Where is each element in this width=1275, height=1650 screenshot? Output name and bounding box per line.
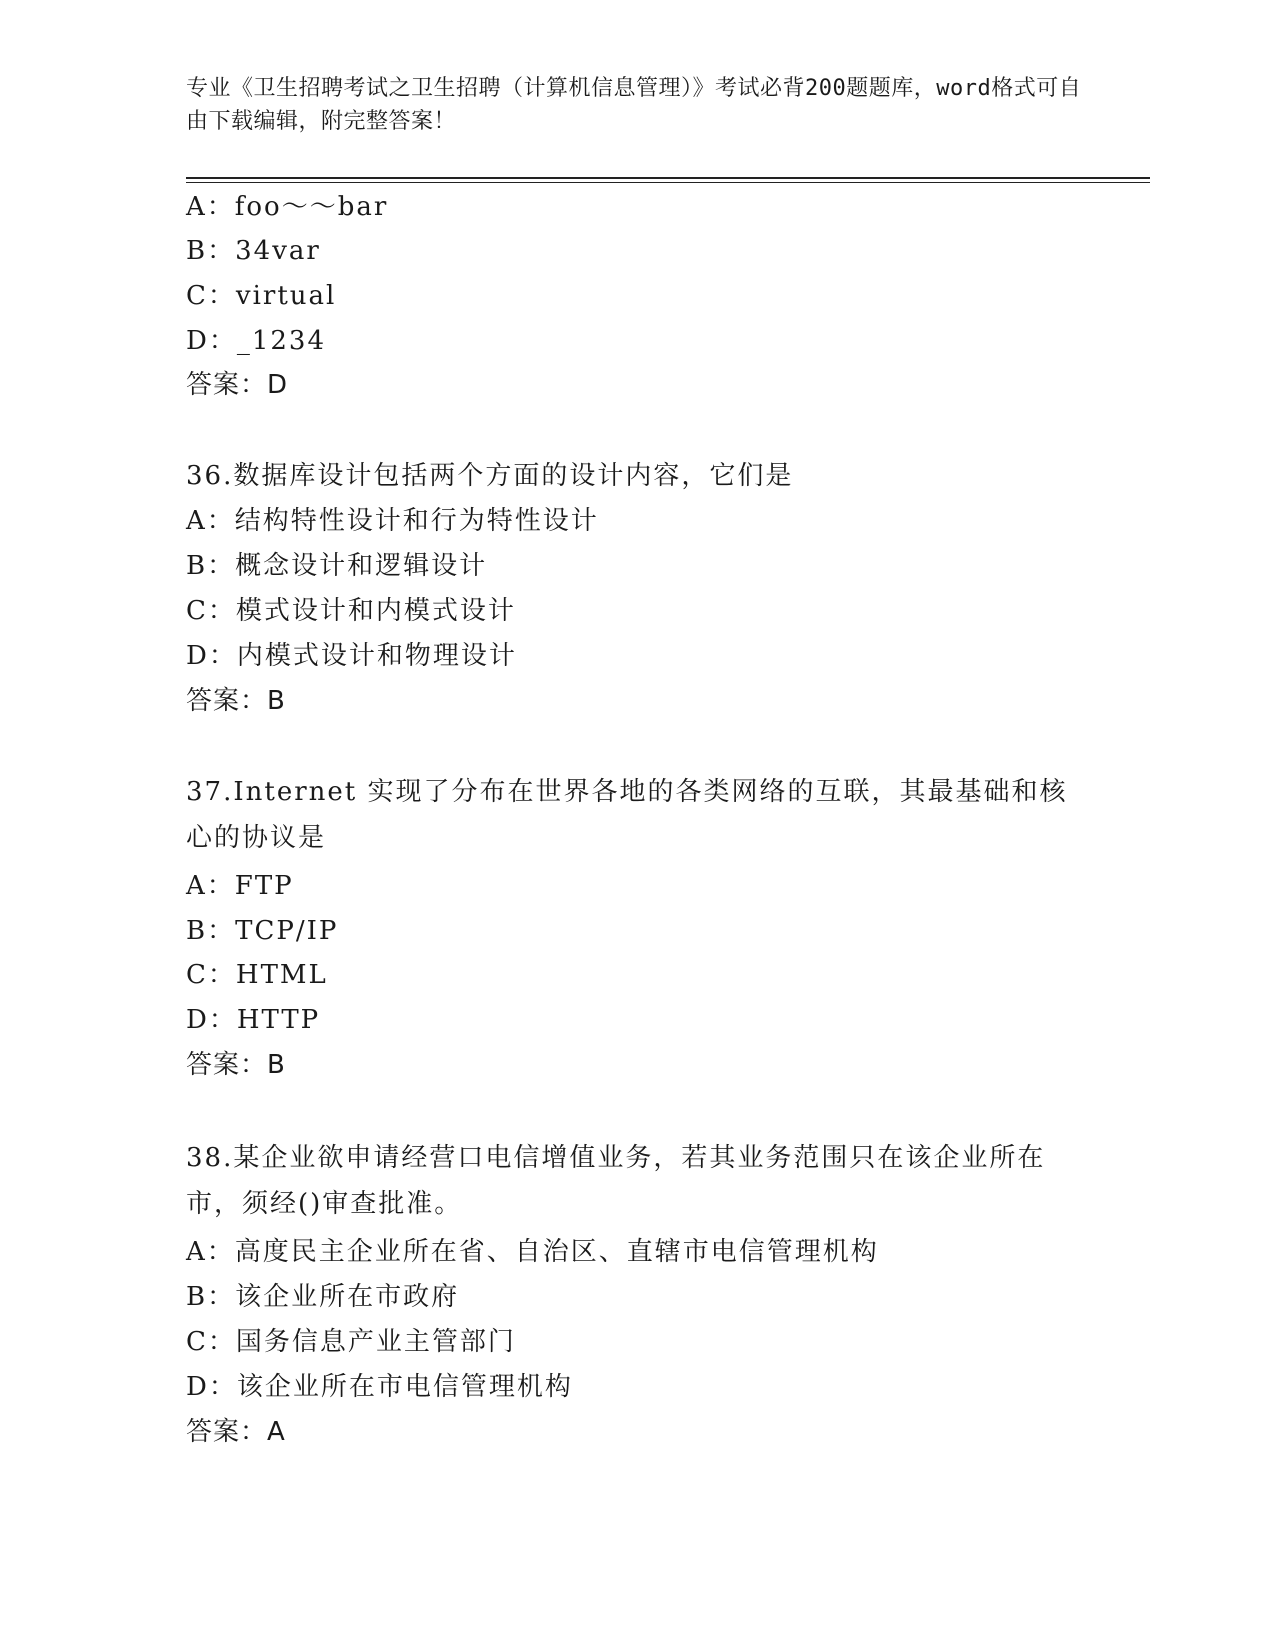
- option-b: B：TCP/IP: [186, 916, 339, 946]
- option-a: A：结构特性设计和行为特性设计: [186, 506, 599, 536]
- option-c: C：virtual: [186, 281, 337, 311]
- option-d: D：HTTP: [186, 1005, 321, 1035]
- option-c: C：国务信息产业主管部门: [186, 1327, 516, 1357]
- option-c: C：模式设计和内模式设计: [186, 596, 516, 626]
- answer: 答案：B: [186, 686, 286, 716]
- answer: 答案：A: [186, 1417, 286, 1447]
- header-divider-thick: [186, 177, 1150, 179]
- option-b: B：该企业所在市政府: [186, 1282, 460, 1312]
- option-c: C：HTML: [186, 960, 328, 990]
- answer: 答案：B: [186, 1050, 286, 1080]
- question-stem: 36.数据库设计包括两个方面的设计内容，它们是: [186, 461, 794, 491]
- option-a: A：foo～～bar: [186, 192, 389, 222]
- question-stem: 38.某企业欲申请经营口电信增值业务，若其业务范围只在该企业所在市，须经()审查批准。: [186, 1143, 1046, 1219]
- option-a: A：高度民主企业所在省、自治区、直辖市电信管理机构: [186, 1237, 879, 1267]
- answer: 答案：D: [186, 370, 289, 400]
- option-d: D：内模式设计和物理设计: [186, 641, 517, 671]
- option-a: A：FTP: [186, 871, 294, 901]
- option-b: B：34var: [186, 236, 321, 266]
- header-divider-thin: [186, 182, 1150, 183]
- document-header: 专业《卫生招聘考试之卫生招聘（计算机信息管理）》考试必背200题题库，word格式可自由下载编辑，附完整答案！: [186, 76, 1082, 134]
- option-d: D：该企业所在市电信管理机构: [186, 1372, 573, 1402]
- question-stem: 37.Internet 实现了分布在世界各地的各类网络的互联，其最基础和核心的协议是: [186, 777, 1068, 853]
- option-b: B：概念设计和逻辑设计: [186, 551, 488, 581]
- option-d: D：_1234: [186, 326, 327, 356]
